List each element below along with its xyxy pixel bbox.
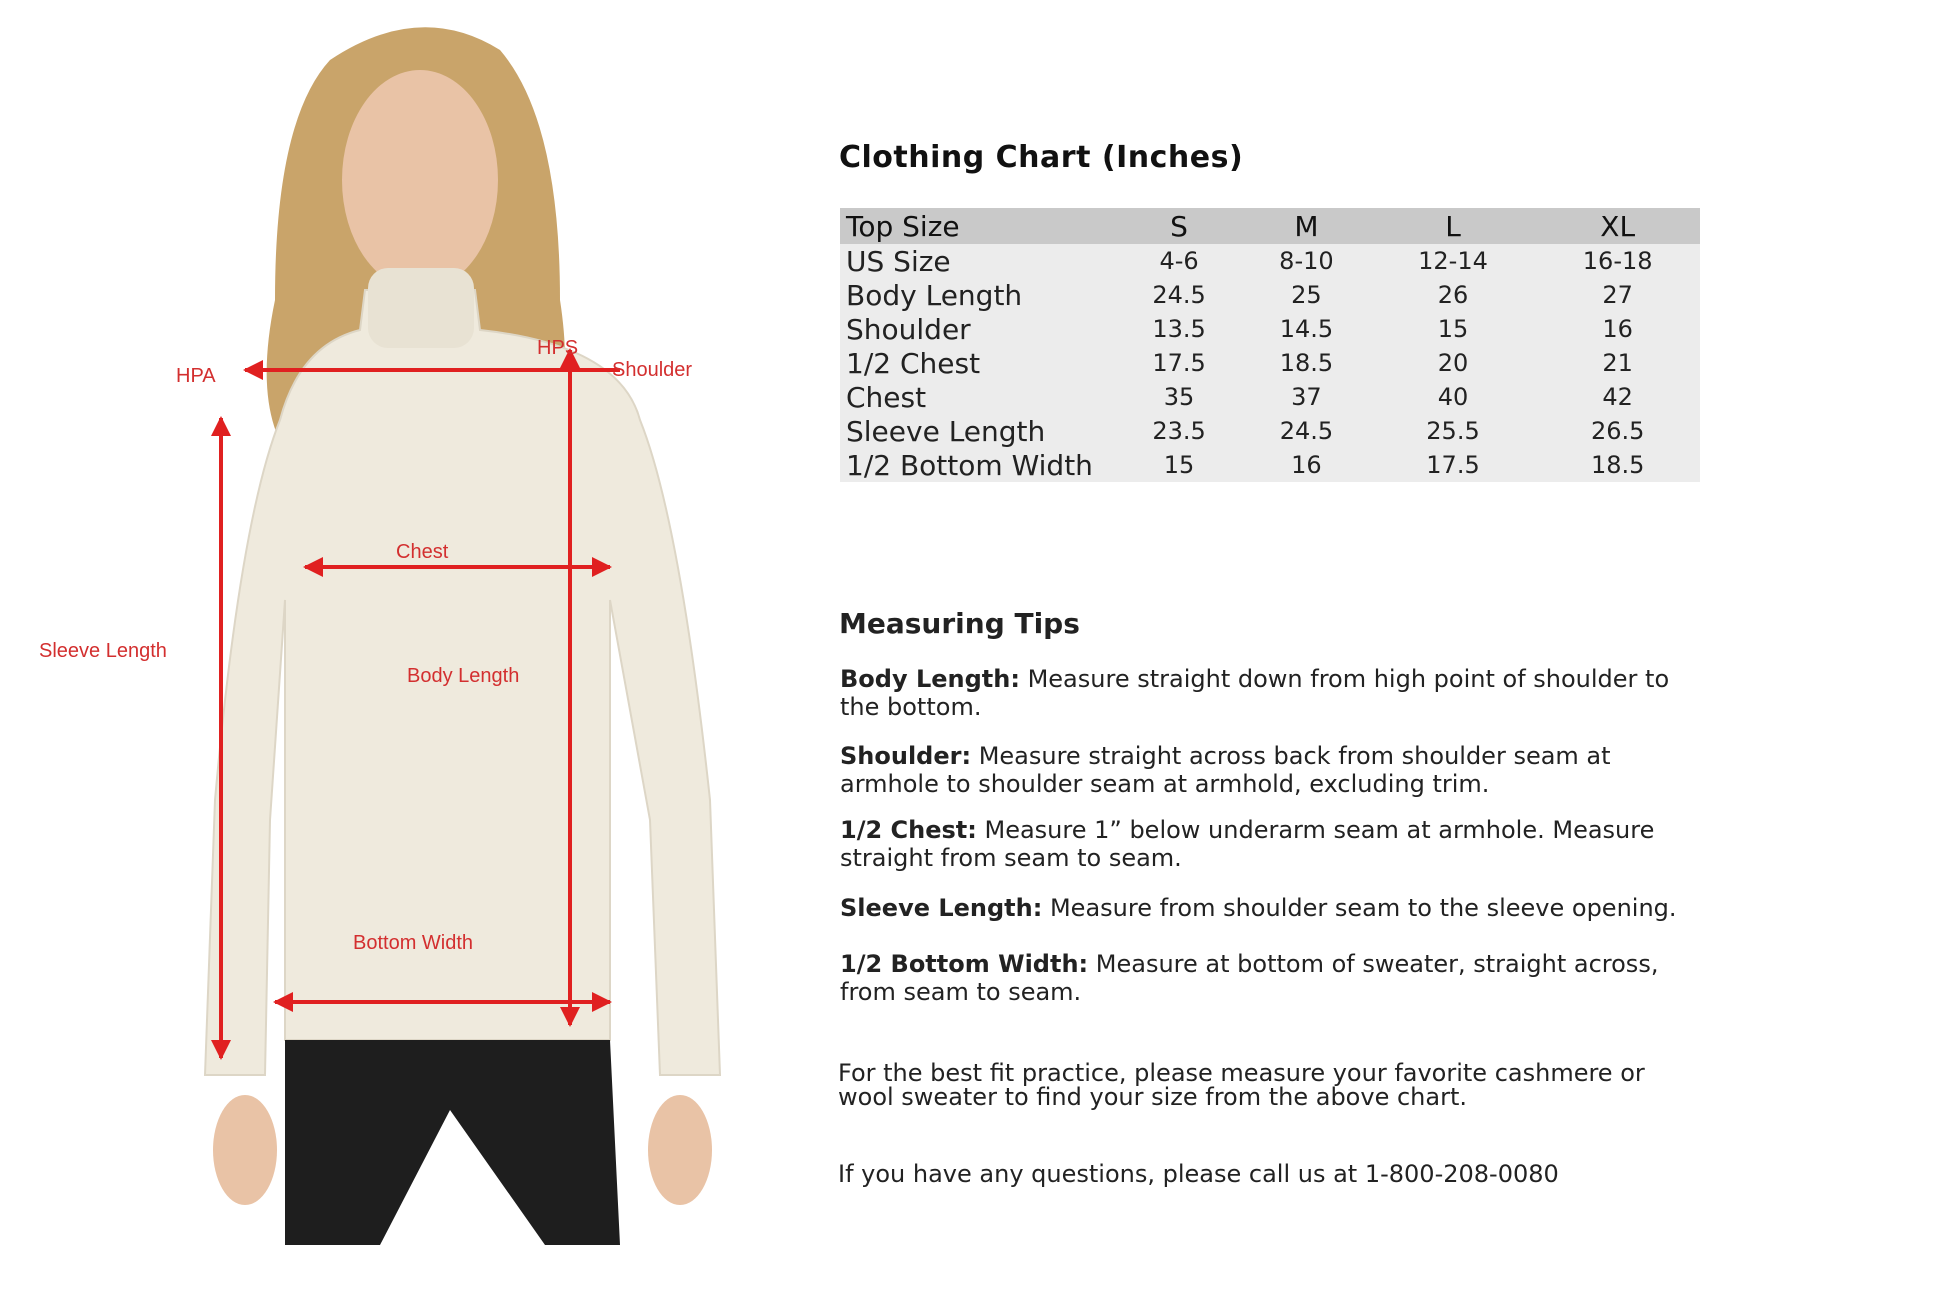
chart-title: Clothing Chart (Inches) (839, 140, 1244, 175)
table-cell: 8-10 (1279, 247, 1334, 275)
table-cell: 18.5 (1279, 349, 1334, 377)
table-cell: 27 (1602, 281, 1633, 309)
table-cell: 37 (1291, 383, 1322, 411)
tip-body-length (840, 665, 1680, 721)
table-cell: 26 (1437, 281, 1469, 309)
table-cell: 25.5 (1426, 417, 1480, 445)
table-cell: 24.5 (1152, 281, 1206, 309)
row-label: 1/2 Chest (846, 346, 981, 380)
row-label: Shoulder (846, 312, 971, 346)
table-cell: 24.5 (1279, 417, 1334, 445)
fit-note: For the best fit practice, please measure your favorite cashmere or wool sweater to find your size from the above chart. (838, 1059, 1645, 1111)
contact-note: If you have any questions, please call us at 1-800-208-0080 (838, 1160, 1559, 1188)
table-cell: 14.5 (1279, 315, 1334, 343)
table-cell: 17.5 (1426, 451, 1480, 479)
row-label: Body Length (846, 278, 1023, 312)
tip-term: 1/2 Bottom Width: (840, 950, 1089, 978)
header-size-m: M (1294, 209, 1319, 243)
turtleneck-shape (368, 268, 474, 348)
tip-half-chest (840, 816, 1680, 872)
table-row (840, 278, 1700, 312)
table-cell: 13.5 (1152, 315, 1206, 343)
table-cell: 15 (1437, 315, 1469, 343)
table-cell: 16 (1291, 451, 1322, 479)
tip-shoulder (840, 742, 1680, 798)
table-cell: 15 (1163, 451, 1195, 479)
tip-text: Measure from shoulder seam to the sleeve opening. (1042, 894, 1677, 922)
tip-term: Sleeve Length: (840, 894, 1043, 922)
right-hand-shape (648, 1095, 712, 1205)
row-label: US Size (846, 244, 951, 278)
tip-term: Body Length: (840, 665, 1020, 693)
label-bottom-width: Bottom Width (353, 932, 474, 954)
row-label: Sleeve Length (846, 414, 1046, 448)
pants-shape (285, 1040, 620, 1245)
tip-text: Measure at bottom of sweater, straight across, from seam to seam. (840, 950, 1659, 1006)
tip-text: Measure straight across back from shoulder seam at armhole to shoulder seam at armhold, excluding trim. (840, 742, 1611, 798)
tip-term: 1/2 Chest: (840, 816, 977, 844)
size-chart-table (840, 208, 1700, 482)
row-label: 1/2 Bottom Width (846, 448, 1093, 482)
label-hpa: HPA (176, 365, 216, 387)
table-cell: 26.5 (1590, 417, 1645, 445)
table-row (840, 448, 1700, 482)
table-cell: 25 (1291, 281, 1322, 309)
header-size-l: L (1445, 209, 1461, 243)
model-figure (0, 0, 820, 1297)
table-cell: 16 (1602, 315, 1633, 343)
table-cell: 12-14 (1418, 247, 1488, 275)
table-cell: 35 (1163, 383, 1195, 411)
tip-text: Measure straight down from high point of shoulder to the bottom. (840, 665, 1670, 721)
table-cell: 42 (1602, 383, 1633, 411)
tip-sleeve-length (840, 894, 1680, 922)
tip-text: Measure 1” below underarm seam at armhole. Measure straight from seam to seam. (840, 816, 1655, 872)
table-cell: 21 (1602, 349, 1633, 377)
table-cell: 16-18 (1582, 247, 1653, 275)
table-header-row (840, 208, 1700, 244)
label-chest: Chest (396, 541, 449, 563)
table-cell: 4-6 (1159, 247, 1199, 275)
tip-half-bottom-width (840, 950, 1680, 1006)
table-cell: 20 (1437, 349, 1469, 377)
label-sleeve-length: Sleeve Length (39, 640, 167, 662)
tips-title: Measuring Tips (839, 607, 1080, 640)
table-row (840, 414, 1700, 448)
header-size-s: S (1170, 209, 1188, 243)
table-row (840, 244, 1700, 278)
label-shoulder: Shoulder (612, 359, 693, 381)
table-row (840, 380, 1700, 414)
table-cell: 17.5 (1152, 349, 1206, 377)
face-shape (342, 70, 498, 290)
left-hand-shape (213, 1095, 277, 1205)
table-cell: 18.5 (1590, 451, 1645, 479)
table-row (840, 312, 1700, 346)
header-top-size: Top Size (846, 209, 960, 243)
header-size-xl: XL (1600, 209, 1636, 243)
table-cell: 40 (1437, 383, 1469, 411)
tip-term: Shoulder: (840, 742, 972, 770)
table-cell: 23.5 (1152, 417, 1206, 445)
label-body-length: Body Length (407, 665, 520, 687)
table-row (840, 346, 1700, 380)
row-label: Chest (846, 380, 927, 414)
label-hps: HPS (537, 337, 579, 359)
